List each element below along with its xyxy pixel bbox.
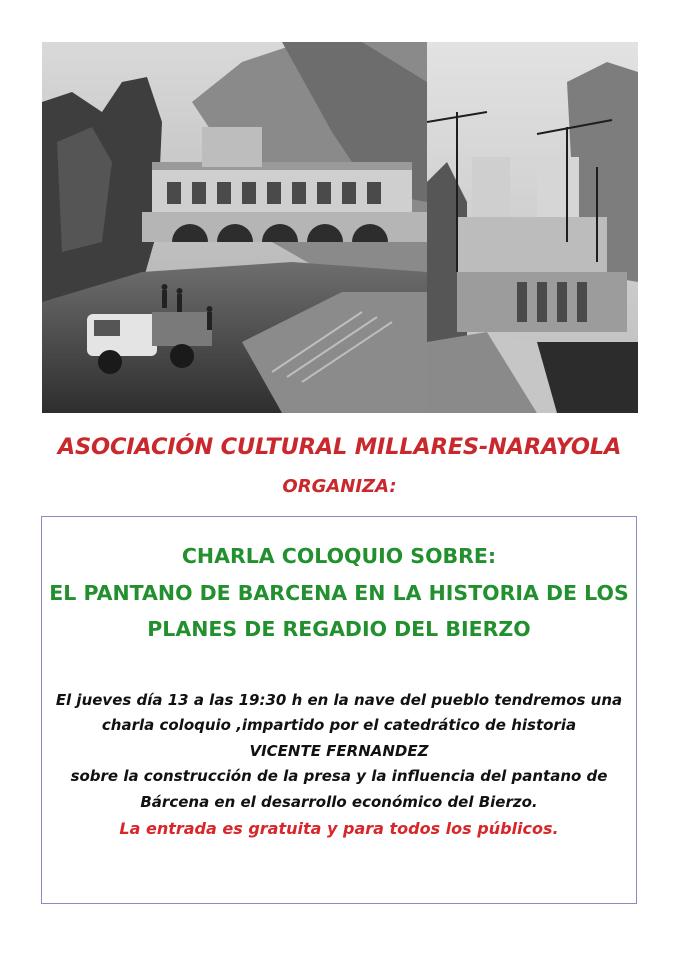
talk-title	[42, 538, 636, 648]
description-line: El jueves día 13 a las 19:30 h en la nave del pueblo tendremos una	[55, 690, 623, 709]
description-line: Bárcena en el desarrollo económico del Bierzo.	[140, 792, 538, 811]
free-entry-note: La entrada es gratuita y para todos los públicos.	[119, 819, 559, 838]
organizes-label: ORGANIZA:	[282, 476, 397, 497]
photo-collage	[42, 42, 638, 413]
talk-title-line: PLANES DE REGADIO DEL BIERZO	[147, 617, 531, 641]
organizer-title: ASOCIACIÓN CULTURAL MILLARES-NARAYOLA	[57, 434, 622, 460]
event-info-box	[41, 516, 637, 904]
construction-photo	[42, 42, 427, 413]
description-line: sobre la construcción de la presa y la influencia del pantano de	[70, 767, 608, 785]
talk-title-line: CHARLA COLOQUIO SOBRE:	[181, 544, 497, 568]
event-description	[42, 688, 636, 816]
talk-title-line: EL PANTANO DE BARCENA EN LA HISTORIA DE LOS	[49, 580, 629, 605]
description-line: charla coloquio ,impartido por el catedrático de historia	[101, 716, 577, 734]
speaker-name: VICENTE FERNANDEZ	[249, 741, 429, 760]
dam-photo	[427, 42, 638, 413]
